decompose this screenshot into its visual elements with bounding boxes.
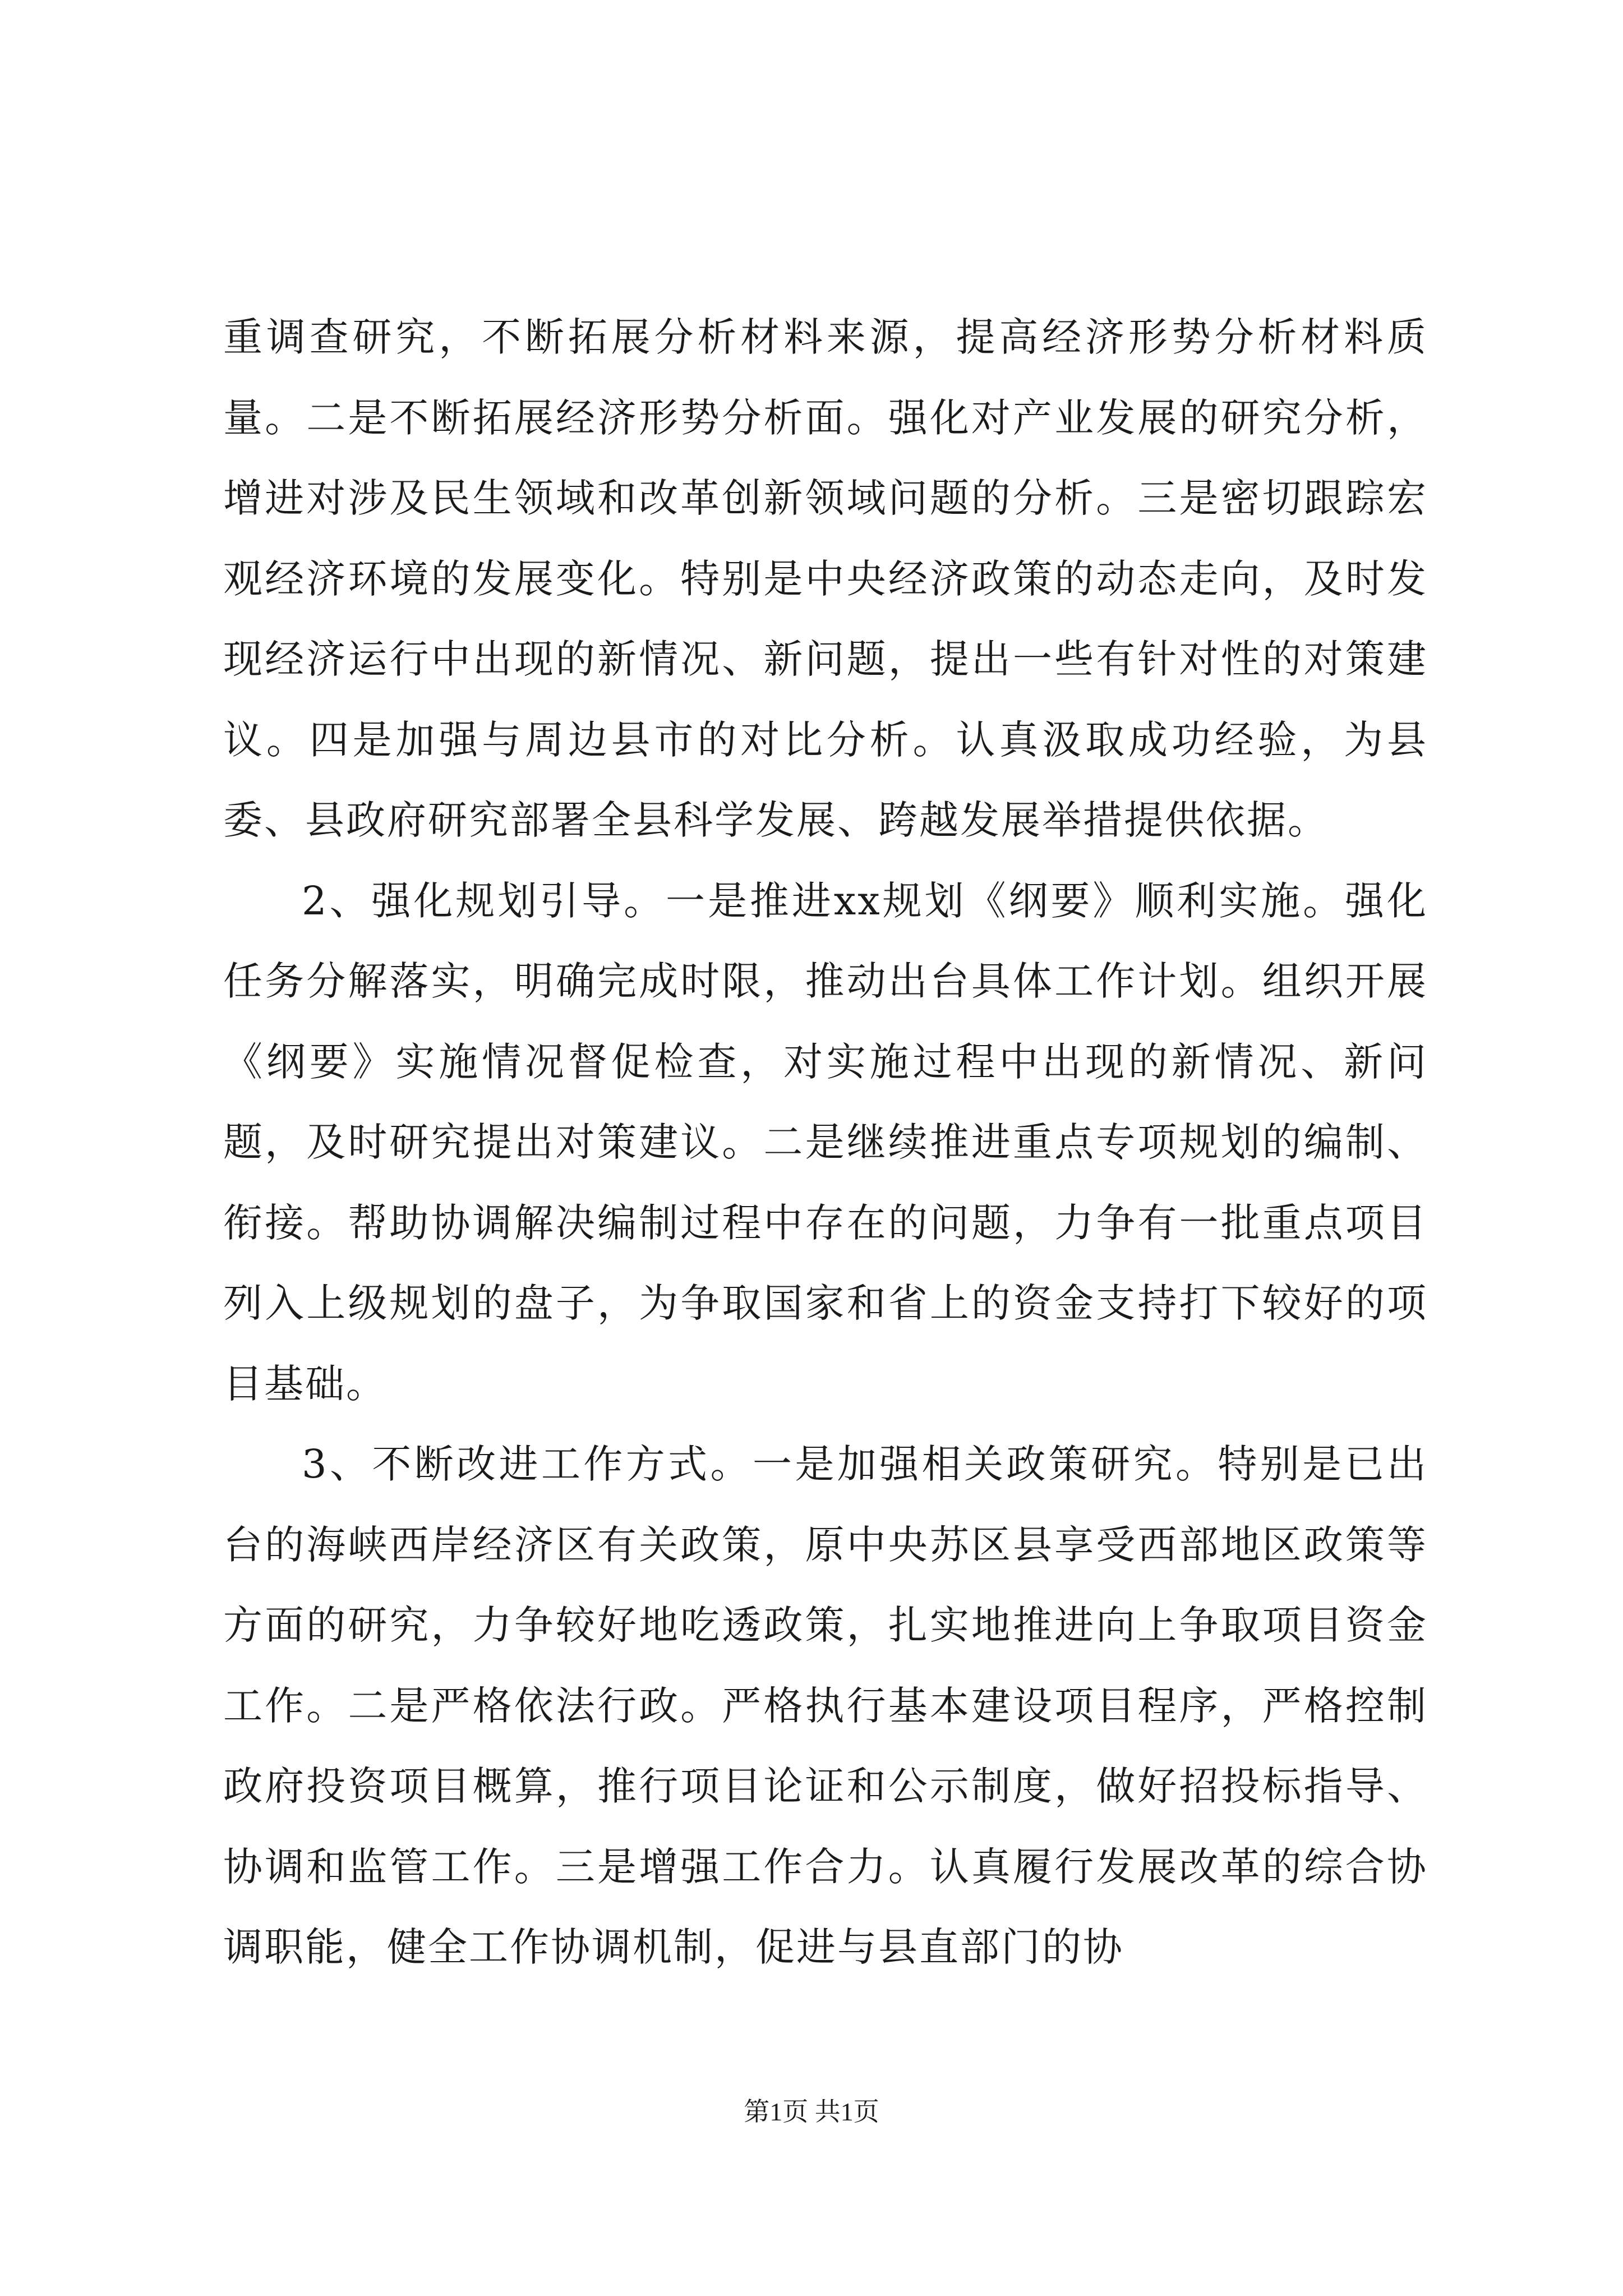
paragraph-1: 重调查研究，不断拓展分析材料来源，提高经济形势分析材料质量。二是不断拓展经济形势分析面。强化对产业发展的研究分析，增进对涉及民生领域和改革创新领域问题的分析。三是密切跟踪宏观经济环境的发展变化。特别是中央经济政策的动态走向，及时发现经济运行中出现的新情况、新问题，提出一些有针对性的对策建议。四是加强与周边县市的对比分析。认真汲取成功经验，为县委、县政府研究部署全县科学发展、跨越发展举措提供依据。: [223, 314, 1428, 843]
document-body: [223, 297, 1428, 1988]
paragraph-2: 2、强化规划引导。一是推进xx规划《纲要》顺利实施。强化任务分解落实，明确完成时限，推动出台具体工作计划。组织开展《纲要》实施情况督促检查，对实施过程中出现的新情况、新问题，及时研究提出对策建议。二是继续推进重点专项规划的编制、衔接。帮助协调解决编制过程中存在的问题，力争有一批重点项目列入上级规划的盘子，为争取国家和省上的资金支持打下较好的项目基础。: [223, 877, 1428, 1407]
page-footer: 第1页 共1页: [744, 2097, 879, 2126]
paragraph-3: 3、不断改进工作方式。一是加强相关政策研究。特别是已出台的海峡西岸经济区有关政策，原中央苏区县享受西部地区政策等方面的研究，力争较好地吃透政策，扎实地推进向上争取项目资金工作。二是严格依法行政。严格执行基本建设项目程序，严格控制政府投资项目概算，推行项目论证和公示制度，做好招投标指导、协调和监管工作。三是增强工作合力。认真履行发展改革的综合协调职能，健全工作协调机制，促进与县直部门的协: [223, 1441, 1428, 1970]
